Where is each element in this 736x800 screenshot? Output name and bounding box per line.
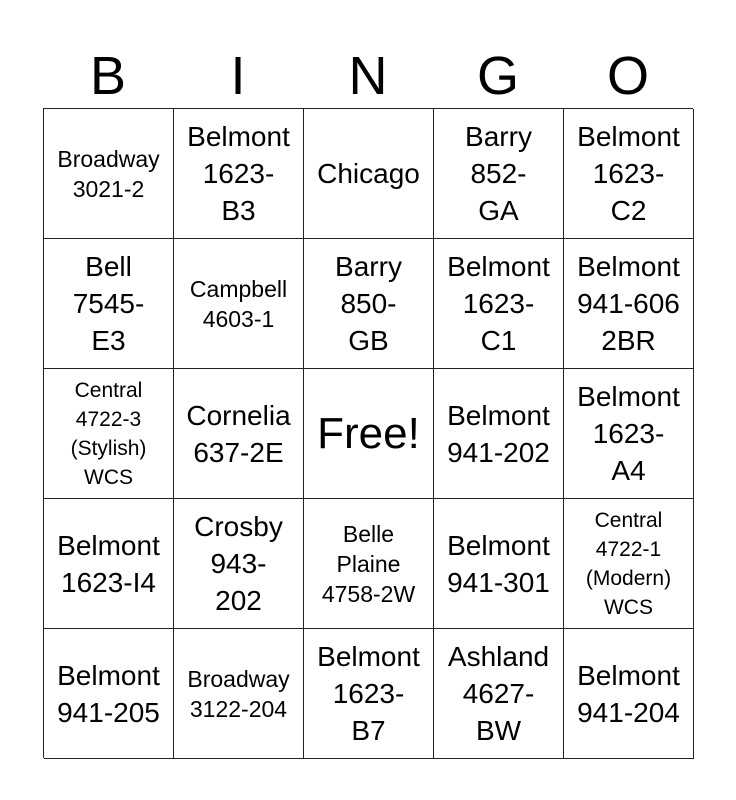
bingo-cell[interactable]: Belmont 1623- B7 [304,629,434,759]
bingo-cell[interactable]: Central 4722-1 (Modern) WCS [564,499,694,629]
bingo-cell[interactable]: Belmont 1623- C1 [434,239,564,369]
bingo-cell[interactable]: Bell 7545- E3 [44,239,174,369]
bingo-cell[interactable]: Barry 850- GB [304,239,434,369]
bingo-cell[interactable]: Crosby 943- 202 [174,499,304,629]
free-space-cell[interactable]: Free! [304,369,434,499]
bingo-board [43,108,693,758]
bingo-cell[interactable]: Belmont 1623- B3 [174,109,304,239]
header-letter-i: I [230,46,246,106]
bingo-cell[interactable]: Belmont 941-202 [434,369,564,499]
bingo-cell[interactable]: Ashland 4627- BW [434,629,564,759]
header-letter-n: N [348,46,388,106]
header-letter-g: G [476,46,519,106]
header-letter-o: O [606,46,649,106]
bingo-cell[interactable]: Belmont 1623- C2 [564,109,694,239]
bingo-cell[interactable]: Campbell 4603-1 [174,239,304,369]
bingo-cell[interactable]: Central 4722-3 (Stylish) WCS [44,369,174,499]
bingo-cell[interactable]: Broadway 3021-2 [44,109,174,239]
bingo-cell[interactable]: Barry 852- GA [434,109,564,239]
bingo-cell[interactable]: Belmont 941-204 [564,629,694,759]
bingo-cell[interactable]: Belmont 941-301 [434,499,564,629]
bingo-cell[interactable]: Belmont 941-205 [44,629,174,759]
header-letter-b: B [89,46,127,106]
bingo-cell[interactable]: Broadway 3122-204 [174,629,304,759]
bingo-cell[interactable]: Cornelia 637-2E [174,369,304,499]
bingo-cell[interactable]: Belmont 1623-I4 [44,499,174,629]
bingo-cell[interactable]: Chicago [304,109,434,239]
bingo-header [43,44,693,108]
bingo-cell[interactable]: Belle Plaine 4758-2W [304,499,434,629]
bingo-cell[interactable]: Belmont 941-606 2BR [564,239,694,369]
bingo-cell[interactable]: Belmont 1623- A4 [564,369,694,499]
